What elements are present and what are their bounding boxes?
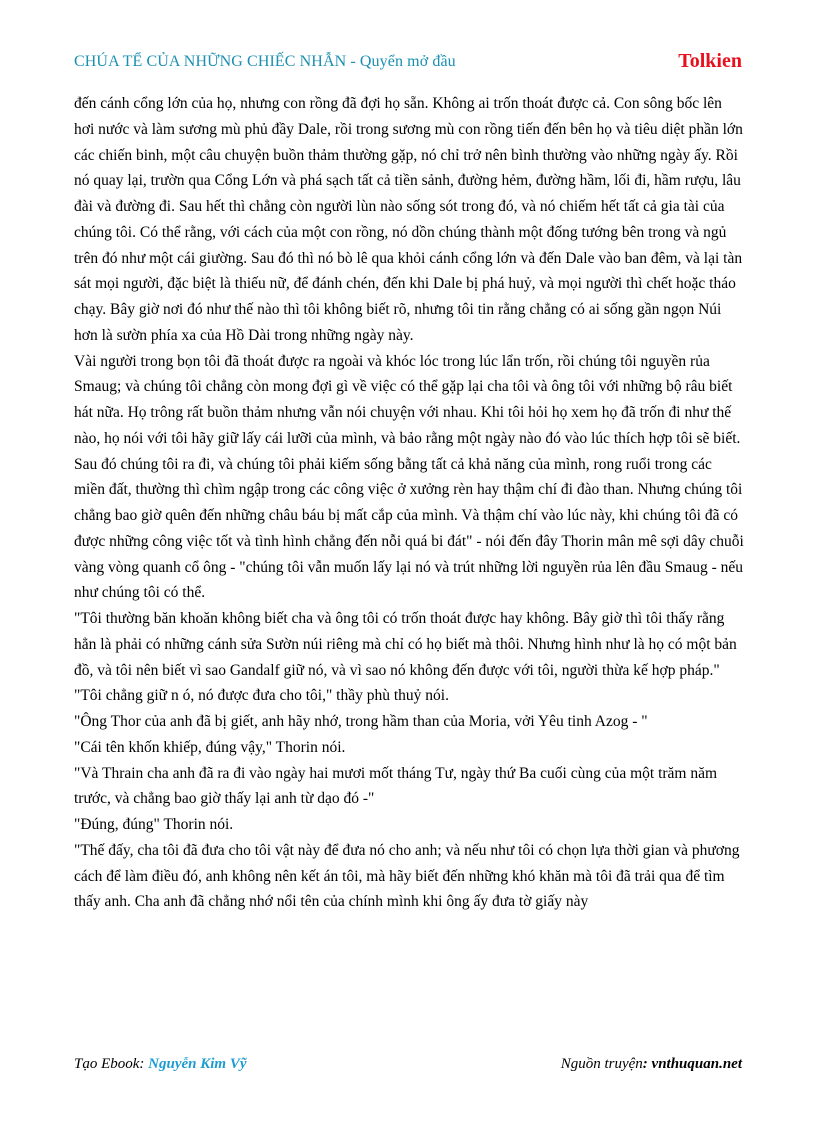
paragraph: "Đúng, đúng" Thorin nói. (74, 816, 234, 833)
paragraph: đến cánh cổng lớn của họ, nhưng con rồng đã đợi họ sẵn. Không ai trốn thoát được cả. Con sông bốc lên hơi nước và làm sương mù phủ đầy Dale, rồi trong sương mù con rồng tiến đến bên họ và tiêu diệt phần lớn các chiến binh, một câu chuyện buồn thảm thường gặp, nó chỉ trở nên bình thường vào những ngày ấy. Rồi nó quay lại, trườn qua Cổng Lớn và phá sạch tất cả tiền sảnh, đường hẻm, đường hầm, lối đi, hầm rượu, lâu đài và đường đi. Sau hết thì chẳng còn người lùn nào sống sót trong đó, và nó chiếm hết tất cả gia tài của chúng tôi. Có thể rằng, với cách của một con rồng, nó dồn chúng thành một đống tướng bên trong và ngủ trên đó như một cái giường. Sau đó thì nó bò lê qua khỏi cánh cổng lớn và đến Dale vào ban đêm, và lại tàn sát mọi người, đặc biệt là thiếu nữ, để đánh chén, đến khi Dale bị phá huỷ, và mọi người thì chết hoặc tháo chạy. Bây giờ nơi đó như thế nào thì tôi không biết rõ, nhưng tôi tin rằng chẳng có ai sống gần ngọn Núi hơn là sườn phía xa của Hồ Dài trong những ngày này. (74, 95, 743, 344)
source-credit-separator: : (642, 1056, 652, 1072)
paragraph: "Và Thrain cha anh đã ra đi vào ngày hai mươi mốt tháng Tư, ngày thứ Ba cuối cùng của một trăm năm trước, và chẳng bao giờ thấy lại anh từ dạo đó -" (74, 764, 718, 808)
paragraph: "Thế đấy, cha tôi đã đưa cho tôi vật này để đưa nó cho anh; và nếu như tôi có chọn lựa thời gian và phương cách để làm điều đó, anh không nên kết án tôi, mà hãy biết đến những khó khăn mà tôi đã trải qua để tìm thấy anh. Cha anh đã chẳng nhớ nổi tên của chính mình khi ông ấy đưa tờ giấy này (74, 841, 740, 911)
paragraph: Vài người trong bọn tôi đã thoát được ra ngoài và khóc lóc trong lúc lẩn trốn, rồi chúng tôi nguyền rủa Smaug; và chúng tôi chẳng còn mong đợi gì về việc có thể gặp lại cha tôi và ông tôi với những bộ râu biết hát nữa. Họ trông rất buồn thảm nhưng vẫn nói chuyện với nhau. Khi tôi hỏi họ xem họ đã trốn đi như thế nào, họ nói với tôi hãy giữ lấy cái lưỡi của mình, và bảo rằng một ngày nào đó vào lúc thích hợp tôi sẽ biết. Sau đó chúng tôi ra đi, và chúng tôi phải kiếm sống bằng tất cả khả năng của mình, rong ruổi trong các miền đất, thường thì chìm ngập trong các công việc ở xưởng rèn hay thậm chí đi đào than. Nhưng chúng tôi chẳng bao giờ quên đến những châu báu bị mất cắp của mình. Và thậm chí vào lúc này, khi chúng tôi đã có được những công việc tốt và tình hình chẳng đến nỗi quá bi đát" - nói đến đây Thorin mân mê sợi dây chuỗi vàng vòng quanh cổ ông - "chúng tôi vẫn muốn lấy lại nó và trút những lời nguyền rủa lên đầu Smaug - nếu như chúng tôi có thể. (74, 352, 744, 602)
ebook-creator-name: Nguyễn Kim Vỹ (148, 1056, 247, 1072)
ebook-credit-label: Tạo Ebook (74, 1056, 140, 1072)
page-header (74, 50, 742, 76)
paragraph: "Tôi thường băn khoăn không biết cha và ông tôi có trốn thoát được hay không. Bây giờ thì tôi thấy rằng hẳn là phải có những cánh sửa Sườn núi riêng mà chỉ có họ biết mà thôi. Nhưng hình như là họ có một bản đồ, và tôi nên biết vì sao Gandalf giữ nó, và vì sao nó không đến được với tôi, người thừa kế hợp pháp." (74, 610, 737, 679)
ebook-credit-separator: : (139, 1056, 149, 1072)
author-name: Tolkien (678, 50, 742, 72)
source-site-link[interactable]: vnthuquan.net (651, 1056, 742, 1072)
paragraph: "Tôi chẳng giữ n ó, nó được đưa cho tôi," thầy phù thuỷ nói. (74, 687, 449, 705)
book-title: CHÚA TỂ CỦA NHỮNG CHIẾC NHẪN - Quyển mở đầu (74, 53, 456, 70)
source-credit (561, 1056, 742, 1073)
page-footer (74, 1056, 742, 1078)
paragraph: "Ông Thor của anh đã bị giết, anh hãy nhớ, trong hầm than của Moria, vởi Yêu tinh Azog - " (74, 713, 648, 730)
body-text (74, 91, 744, 915)
source-credit-label: Nguồn truyện (560, 1056, 643, 1072)
ebook-credit (74, 1056, 247, 1073)
paragraph: "Cái tên khốn khiếp, đúng vậy," Thorin nói. (74, 738, 346, 756)
